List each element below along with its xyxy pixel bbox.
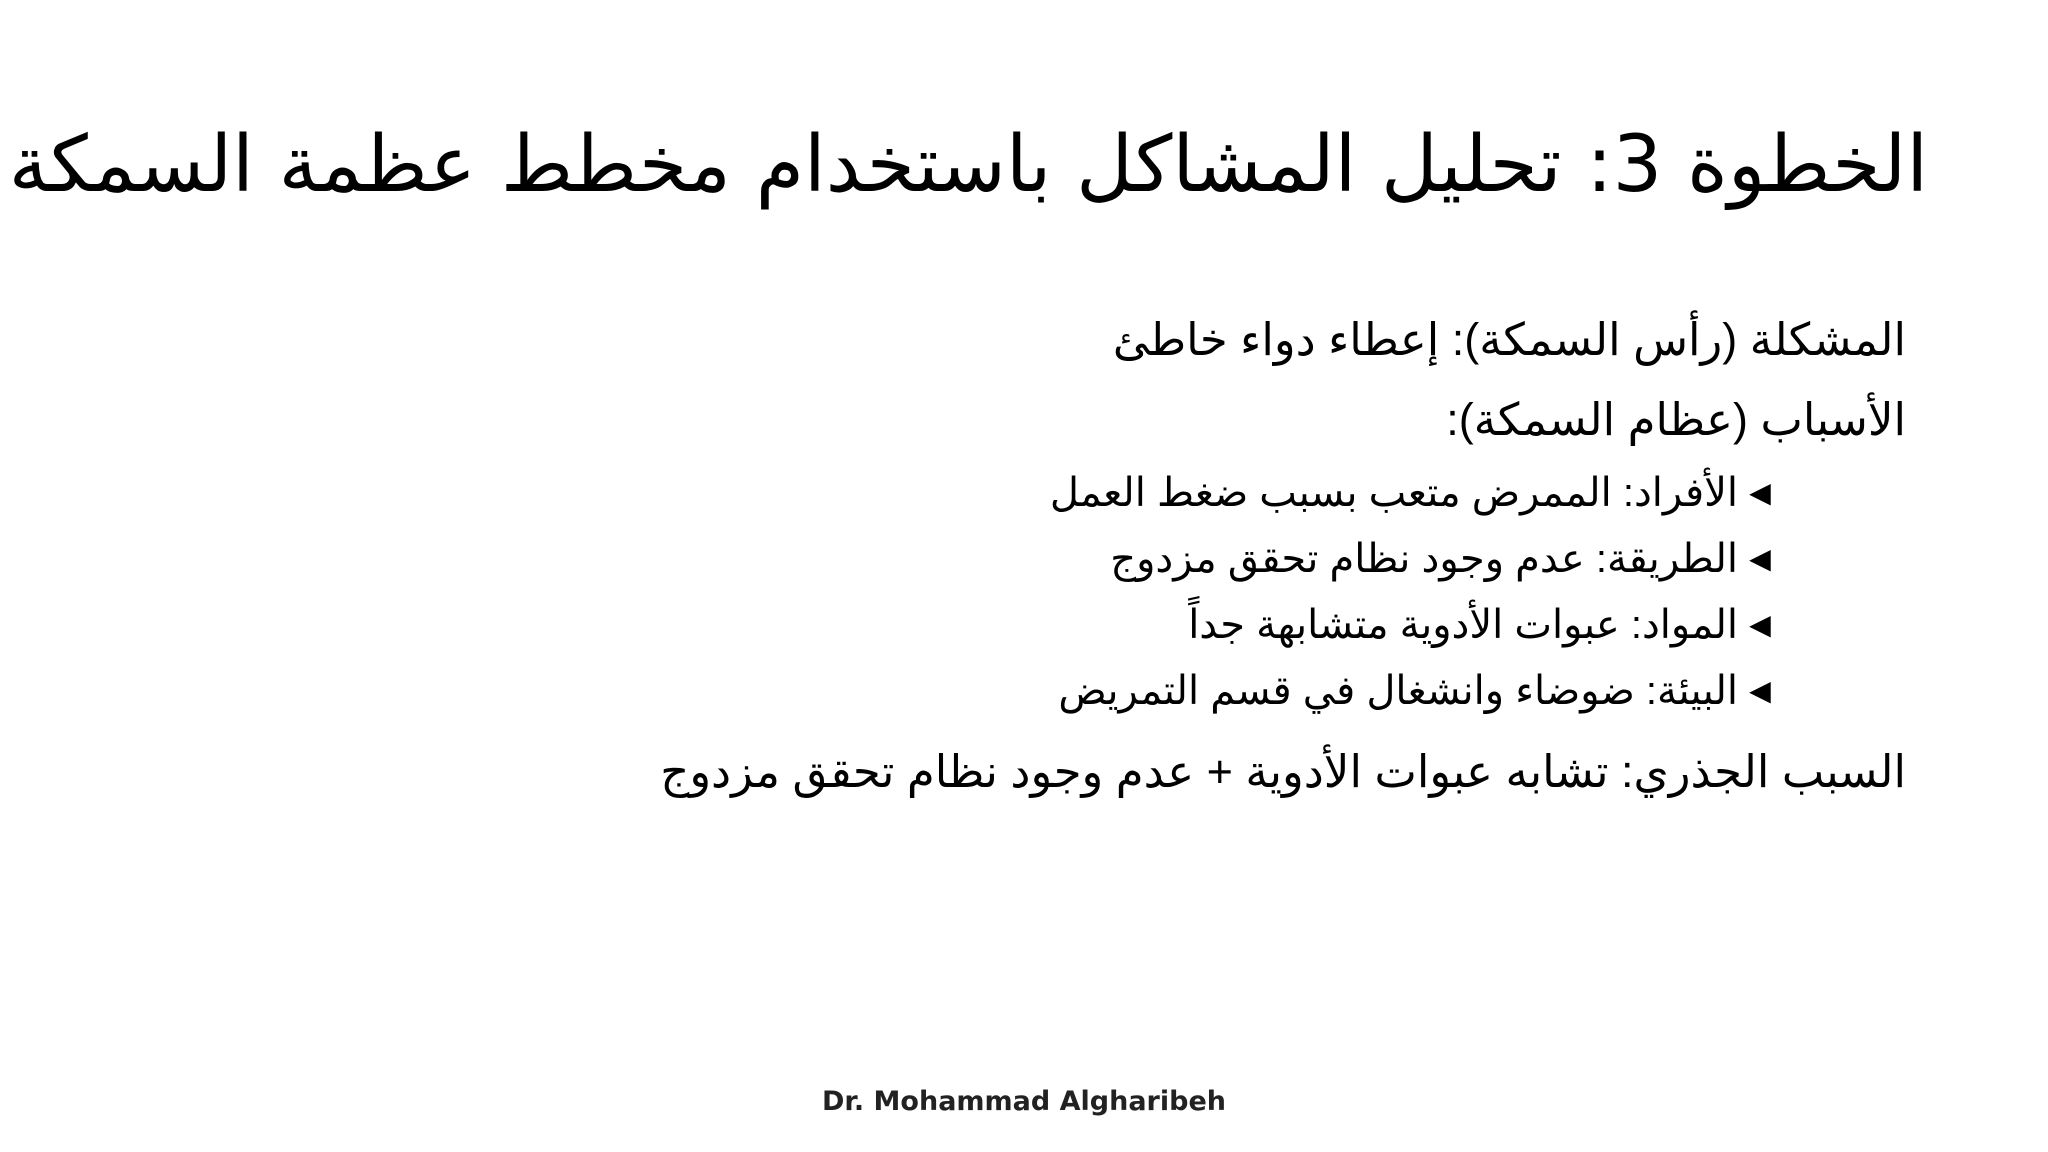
- left-pointer-arrow-icon: ◄: [1742, 538, 1778, 579]
- left-pointer-arrow-icon: ◄: [1742, 604, 1778, 645]
- cause-text: البيئة: ضوضاء وانشغال في قسم التمريض: [1058, 669, 1738, 713]
- root-cause: السبب الجذري: تشابه عبوات الأدوية + عدم وجود نظام تحقق مزدوج: [660, 746, 1906, 797]
- causes-list: [206, 460, 1906, 724]
- causes-heading: الأسباب (عظام السمكة):: [1446, 394, 1906, 445]
- cause-text: المواد: عبوات الأدوية متشابهة جداً: [1188, 603, 1738, 647]
- cause-item: [206, 526, 1782, 592]
- slide-content: [206, 300, 1906, 812]
- problem-statement: المشكلة (رأس السمكة): إعطاء دواء خاطئ: [1112, 314, 1906, 365]
- cause-text: الأفراد: الممرض متعب بسبب ضغط العمل: [1049, 471, 1738, 515]
- footer-author: Dr. Mohammad Algharibeh: [822, 1086, 1226, 1117]
- cause-text: الطريقة: عدم وجود نظام تحقق مزدوج: [1110, 537, 1738, 581]
- slide-title: الخطوة 3: تحليل المشاكل باستخدام مخطط عظمة السمكة: [8, 120, 1928, 210]
- cause-item: [206, 658, 1782, 724]
- left-pointer-arrow-icon: ◄: [1742, 670, 1778, 711]
- cause-item: [206, 592, 1782, 658]
- cause-item: [206, 460, 1782, 526]
- left-pointer-arrow-icon: ◄: [1742, 472, 1778, 513]
